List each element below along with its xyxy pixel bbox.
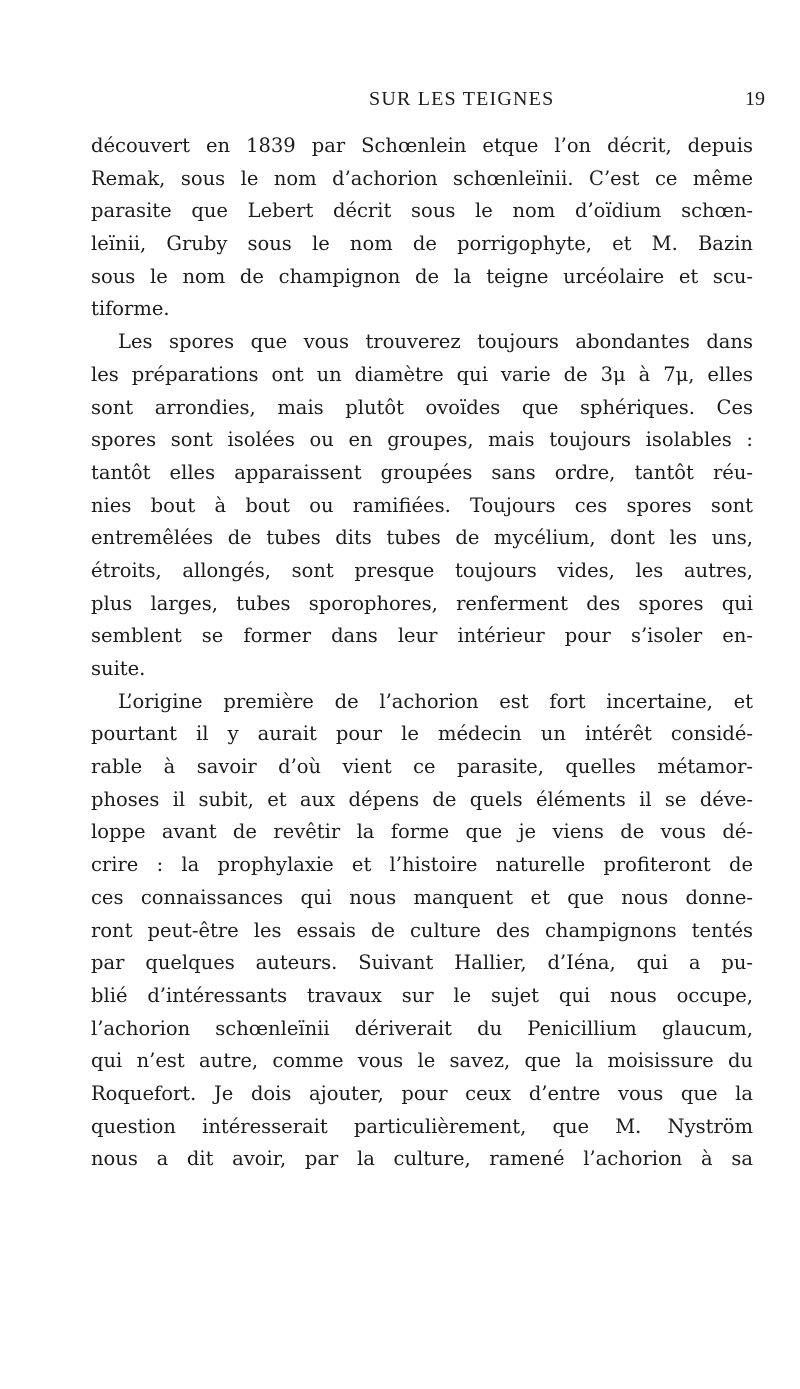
- text-line: rable à savoir d’où vient ce parasite, quelles métamor-: [91, 755, 753, 779]
- text-line: question intéresserait particulièrement, que M. Nyström: [91, 1114, 753, 1138]
- text-line: l’achorion schœnleïnii dériverait du Penicillium glaucum,: [91, 1016, 753, 1040]
- text-line: étroits, allongés, sont presque toujours vides, les autres,: [91, 558, 753, 582]
- text-line: sous le nom de champignon de la teigne urcéolaire et scu-: [91, 264, 753, 288]
- text-line: plus larges, tubes sporophores, renferment des spores qui: [91, 591, 753, 615]
- text-line: entremêlées de tubes dits tubes de mycélium, dont les uns,: [91, 526, 753, 550]
- page-number: 19: [745, 88, 765, 110]
- text-line: spores sont isolées ou en groupes, mais toujours isolables :: [91, 428, 753, 452]
- text-line: les préparations ont un diamètre qui varie de 3μ à 7μ, elles: [91, 362, 753, 386]
- text-line: tiforme.: [91, 297, 170, 321]
- text-line: pourtant il y aurait pour le médecin un intérêt considé-: [91, 722, 753, 746]
- paragraph-start-line: L’origine première de l’achorion est fort incertaine, et: [118, 689, 753, 713]
- text-line: tantôt elles apparaissent groupées sans ordre, tantôt réu-: [91, 460, 753, 484]
- text-line: découvert en 1839 par Schœnlein etque l’on décrit, depuis: [91, 134, 753, 157]
- text-line: leïnii, Gruby sous le nom de porrigophyte, et M. Bazin: [91, 232, 753, 256]
- text-line: Roquefort. Je dois ajouter, pour ceux d’entre vous que la: [91, 1081, 753, 1105]
- text-line: loppe avant de revêtir la forme que je viens de vous dé-: [91, 820, 753, 844]
- text-line: semblent se former dans leur intérieur pour s’isoler en-: [91, 624, 753, 648]
- text-line: sont arrondies, mais plutôt ovoïdes que sphériques. Ces: [91, 395, 753, 419]
- text-line: suite.: [91, 657, 146, 680]
- text-line: crire : la prophylaxie et l’histoire naturelle profiteront de: [91, 853, 753, 877]
- text-line: nies bout à bout ou ramifiées. Toujours ces spores sont: [91, 493, 753, 517]
- running-title: SUR LES TEIGNES: [369, 88, 555, 110]
- text-line: par quelques auteurs. Suivant Hallier, d’Iéna, qui a pu-: [91, 951, 753, 975]
- text-line: nous a dit avoir, par la culture, ramené l’achorion à sa: [91, 1147, 753, 1171]
- paragraph-start-line: Les spores que vous trouverez toujours abondantes dans: [118, 330, 753, 354]
- text-line: ces connaissances qui nous manquent et que nous donne-: [91, 885, 753, 909]
- text-line: qui n’est autre, comme vous le savez, que la moisissure du: [91, 1049, 753, 1073]
- running-head: [0, 88, 800, 118]
- text-line: blié d’intéressants travaux sur le sujet qui nous occupe,: [91, 983, 753, 1007]
- body-text: [91, 130, 753, 1176]
- text-line: parasite que Lebert décrit sous le nom d’oïdium schœn-: [91, 199, 753, 223]
- text-line: phoses il subit, et aux dépens de quels éléments il se déve-: [91, 787, 753, 811]
- text-line: ront peut-être les essais de culture des champignons tentés: [91, 918, 753, 942]
- text-line: Remak, sous le nom d’achorion schœnleïnii. C’est ce même: [91, 166, 753, 190]
